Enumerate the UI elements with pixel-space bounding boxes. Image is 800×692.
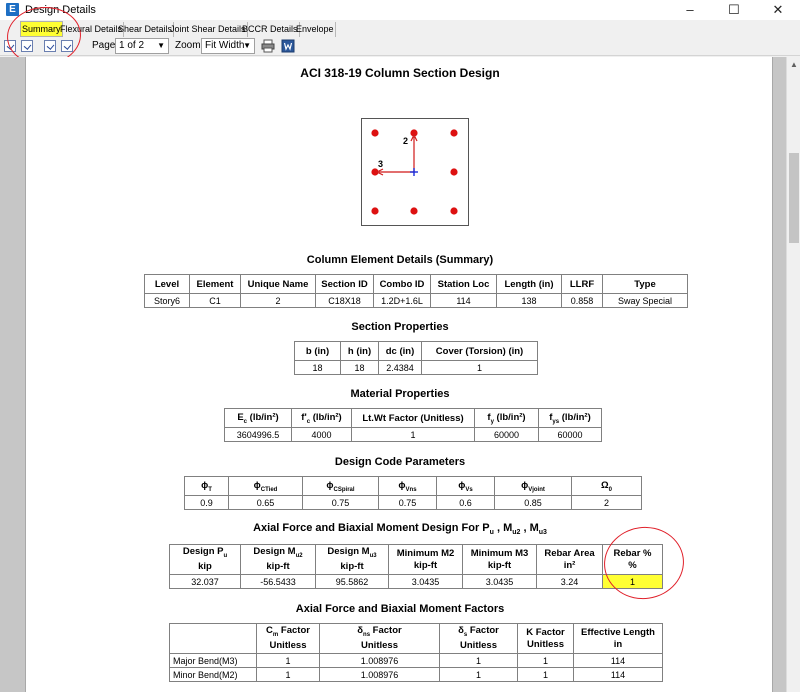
- tab-joint-shear-details[interactable]: Joint Shear Details: [169, 22, 248, 37]
- table-cell: Minor Bend(M2): [170, 668, 257, 682]
- first-page-button[interactable]: [4, 40, 16, 52]
- last-page-button[interactable]: [61, 40, 73, 52]
- next-page-button[interactable]: [44, 40, 56, 52]
- col-header: $E_c$ (lb/in²): [225, 409, 292, 428]
- column-section-sketch: [361, 118, 471, 228]
- report-page: [25, 57, 773, 692]
- col-header: $\Omega_0$: [572, 477, 642, 496]
- table-cell: C18X18: [316, 294, 374, 308]
- table-cell: Sway Special: [603, 294, 688, 308]
- table-cell: 1: [257, 668, 320, 682]
- table-cell: 3.0435: [389, 575, 463, 589]
- col-header: $\phi_{Vjoint}$: [495, 477, 572, 496]
- table-cell: 1: [518, 668, 574, 682]
- table-cell: 1: [440, 668, 518, 682]
- col-header: $f_{ys}$ (lb/in²): [539, 409, 602, 428]
- table-cell: 2: [241, 294, 316, 308]
- col-header: Rebar % %: [603, 545, 663, 575]
- table-cell: 1: [518, 654, 574, 668]
- col-header: Minimum M3 kip-ft: [463, 545, 537, 575]
- tab-shear-details[interactable]: Shear Details: [117, 22, 174, 37]
- table-cell: 1.008976: [320, 668, 440, 682]
- title-bar: [0, 0, 800, 20]
- table-header-row: [170, 545, 663, 575]
- moment-factors-table: [169, 623, 663, 682]
- col-header: Effective Length in: [574, 624, 663, 654]
- col-header: Rebar Area in²: [537, 545, 603, 575]
- table-row: [170, 654, 663, 668]
- col-header: h (in): [341, 342, 379, 361]
- maximize-button[interactable]: ☐: [728, 2, 740, 17]
- col-header: Level: [145, 275, 190, 294]
- col-header: Element: [190, 275, 241, 294]
- col-header: Type: [603, 275, 688, 294]
- tab-strip: [0, 21, 800, 37]
- table-cell: 0.75: [379, 496, 437, 510]
- export-word-icon[interactable]: [281, 39, 295, 53]
- element-details-table: [144, 274, 688, 308]
- scrollbar-thumb[interactable]: [789, 153, 799, 243]
- rebar-percent-cell: 1: [603, 575, 663, 589]
- col-header: $f_y$ (lb/in²): [475, 409, 539, 428]
- table-cell: 0.6: [437, 496, 495, 510]
- chevron-down-icon: ▼: [243, 41, 251, 50]
- material-properties-heading: Material Properties: [350, 388, 450, 400]
- design-code-heading: Design Code Parameters: [334, 456, 466, 468]
- print-icon[interactable]: [261, 39, 275, 53]
- axis-2-label: 2: [403, 136, 409, 146]
- col-header: Design $M_{u3}$ kip-ft: [316, 545, 389, 575]
- table-cell: Major Bend(M3): [170, 654, 257, 668]
- report-title: ACI 318-19 Column Section Design: [300, 66, 500, 80]
- col-header: Cover (Torsion) (in): [422, 342, 538, 361]
- table-cell: 60000: [539, 428, 602, 442]
- tab-summary[interactable]: Summary: [20, 21, 63, 37]
- table-cell: 3.0435: [463, 575, 537, 589]
- col-header: $\phi_{Vns}$: [379, 477, 437, 496]
- minimize-button[interactable]: –: [686, 2, 694, 17]
- col-header: Section ID: [316, 275, 374, 294]
- table-header-row: [185, 477, 642, 496]
- material-properties-table: [224, 408, 602, 442]
- table-cell: -56.5433: [241, 575, 316, 589]
- table-row: [145, 294, 688, 308]
- col-header: $C_m$ Factor Unitless: [257, 624, 320, 654]
- axial-biaxial-heading: Axial Force and Biaxial Moment Design For $P_u$ , $M_{u2}$ , $M_{u3}$: [253, 522, 547, 537]
- table-cell: 1: [257, 654, 320, 668]
- table-cell: 60000: [475, 428, 539, 442]
- col-header: $\delta_s$ Factor Unitless: [440, 624, 518, 654]
- col-header: $\phi_{CSpiral}$: [303, 477, 379, 496]
- table-cell: 3.24: [537, 575, 603, 589]
- table-cell: 0.65: [229, 496, 303, 510]
- table-cell: 0.85: [495, 496, 572, 510]
- table-row: [170, 668, 663, 682]
- table-cell: 114: [574, 668, 663, 682]
- table-header-row: [295, 342, 538, 361]
- table-cell: 0.858: [562, 294, 603, 308]
- table-cell: 2: [572, 496, 642, 510]
- tab-flexural-details[interactable]: Flexural Details: [59, 22, 124, 37]
- page-select-value: 1 of 2: [119, 40, 145, 51]
- col-header: Unique Name: [241, 275, 316, 294]
- col-header: Design $M_{u2}$ kip-ft: [241, 545, 316, 575]
- table-cell: 3604996.5: [225, 428, 292, 442]
- page-select[interactable]: [115, 38, 169, 54]
- col-header: $\phi_T$: [185, 477, 229, 496]
- section-properties-heading: Section Properties: [351, 321, 449, 333]
- table-row: [185, 496, 642, 510]
- axis-3-label: 3: [378, 159, 384, 169]
- moment-factors-heading: Axial Force and Biaxial Moment Factors: [295, 603, 505, 615]
- scroll-up-icon[interactable]: ▲: [790, 60, 798, 69]
- col-header: $\delta_{ns}$ Factor Unitless: [320, 624, 440, 654]
- col-header: K Factor Unitless: [518, 624, 574, 654]
- section-properties-table: [294, 341, 538, 375]
- axial-biaxial-table: [169, 544, 663, 589]
- tab-envelope[interactable]: Envelope: [295, 22, 336, 37]
- zoom-select[interactable]: [201, 38, 255, 54]
- table-cell: 4000: [292, 428, 352, 442]
- table-cell: 1: [352, 428, 475, 442]
- col-header: Station Loc: [431, 275, 497, 294]
- table-cell: 95.5862: [316, 575, 389, 589]
- table-cell: 1: [440, 654, 518, 668]
- table-cell: Story6: [145, 294, 190, 308]
- table-header-row: [170, 624, 663, 654]
- table-row: [170, 575, 663, 589]
- table-header-row: [145, 275, 688, 294]
- table-cell: 114: [574, 654, 663, 668]
- element-details-heading: Column Element Details (Summary): [306, 254, 494, 266]
- col-header: Length (in): [497, 275, 562, 294]
- col-header: Minimum M2 kip-ft: [389, 545, 463, 575]
- table-cell: 0.75: [303, 496, 379, 510]
- design-code-table: [184, 476, 642, 510]
- table-row: [295, 361, 538, 375]
- previous-page-button[interactable]: [21, 40, 33, 52]
- table-cell: 138: [497, 294, 562, 308]
- table-cell: 1.2D+1.6L: [374, 294, 431, 308]
- table-cell: 1: [422, 361, 538, 375]
- table-cell: 32.037: [170, 575, 241, 589]
- col-header: LLRF: [562, 275, 603, 294]
- table-row: [225, 428, 602, 442]
- table-cell: C1: [190, 294, 241, 308]
- col-header: $\phi_{Vs}$: [437, 477, 495, 496]
- table-cell: 0.9: [185, 496, 229, 510]
- vertical-scrollbar[interactable]: [786, 57, 800, 692]
- col-header: Lt.Wt Factor (Unitless): [352, 409, 475, 428]
- table-cell: 18: [295, 361, 341, 375]
- tab-bccr-details[interactable]: BCCR Details: [241, 22, 300, 37]
- table-cell: 1.008976: [320, 654, 440, 668]
- app-icon: E: [6, 3, 19, 16]
- col-header: $f'_c$ (lb/in²): [292, 409, 352, 428]
- table-cell: 18: [341, 361, 379, 375]
- zoom-select-value: Fit Width: [205, 40, 245, 51]
- table-cell: 2.4384: [379, 361, 422, 375]
- col-header: dc (in): [379, 342, 422, 361]
- col-header: Design $P_u$ kip: [170, 545, 241, 575]
- close-button[interactable]: ✕: [772, 2, 784, 17]
- window-title: Design Details: [25, 4, 96, 16]
- table-header-row: [225, 409, 602, 428]
- zoom-label: Zoom: [175, 40, 201, 51]
- col-header: Combo ID: [374, 275, 431, 294]
- col-header: b (in): [295, 342, 341, 361]
- col-header: $\phi_{CTied}$: [229, 477, 303, 496]
- page-label: Page: [92, 40, 116, 51]
- table-cell: 114: [431, 294, 497, 308]
- col-header: [170, 624, 257, 654]
- chevron-down-icon: ▼: [157, 41, 165, 50]
- report-toolbar: [0, 37, 800, 56]
